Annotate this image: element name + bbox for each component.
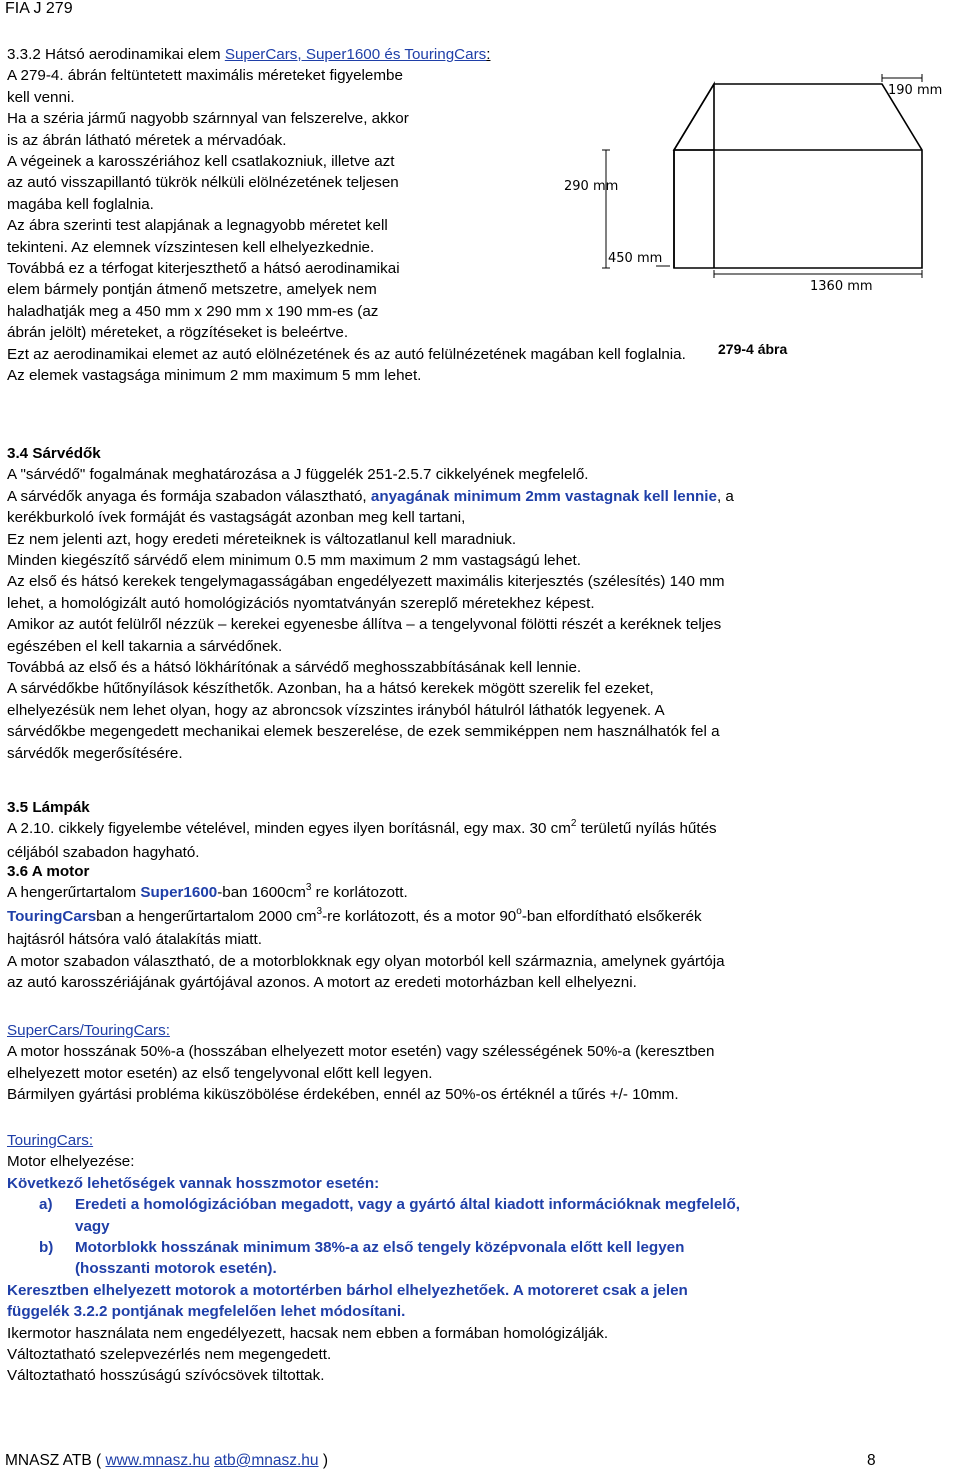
figure-outline: [674, 84, 922, 268]
website-link[interactable]: www.mnasz.hu: [105, 1452, 210, 1469]
paragraph-line: A 2.10. cikkely figyelembe vételével, minden egyes ilyen borításnál, egy max. 30 $cm^2$ területű nyílás hűtés: [7, 818, 717, 838]
paragraph-line: A motor hosszának 50%-a (hosszában elhelyezett motor esetén) vagy szélességének 50%-a (keresztben: [7, 1043, 715, 1061]
list-item: b) Motorblokk hosszának minimum 38%-a az első tengely középvonala előtt kell legyen (hosszanti motorok esetén).: [39, 1239, 685, 1278]
dim-label-bottom: 1360 mm: [810, 279, 873, 294]
section-title: 3.3.2 Hátsó aerodinamikai elem SuperCars, Super1600 és TouringCars:: [7, 46, 491, 63]
paragraph-line: is az ábrán látható méretek a mérvadóak.: [7, 131, 287, 149]
paragraph-line: Változtatható hosszúságú szívócsövek tiltottak.: [7, 1367, 325, 1385]
option-list: [7, 1194, 740, 1280]
paragraph-line: az autó karosszériájának gyártójával azonos. A motort az eredeti motorházban kell elhelyezni.: [7, 974, 637, 992]
paragraph-line: A végeinek a karosszériához kell csatlakozniuk, illetve azt: [7, 153, 395, 171]
paragraph-line: Ha a széria jármű nagyobb szárnnyal van felszerelve, akkor: [7, 110, 409, 128]
paragraph-line: sárvédők megerősítésére.: [7, 744, 183, 762]
section-3-6: [7, 861, 725, 993]
paragraph-line: Ez nem jelenti azt, hogy eredeti méreteiknek is változatlanul kell maradniuk.: [7, 530, 517, 548]
aero-element-dimension-figure: [560, 70, 950, 300]
vehicle-class-link[interactable]: SuperCars, Super1600 és TouringCars: [224, 46, 487, 63]
paragraph-line: Ikermotor használata nem engedélyezett, hacsak nem ebben a formában homológizálják.: [7, 1324, 609, 1342]
paragraph-line: A "sárvédő" fogalmának meghatározása a J függelék 251-2.5.7 cikkelyének megfelelő.: [7, 466, 589, 484]
paragraph-line: Az elemek vastagsága minimum 2 mm maximum 5 mm lehet.: [7, 367, 422, 385]
document-id: FIA J 279: [5, 0, 73, 17]
paragraph-line: egészében el kell takarnia a sárvédőnek.: [7, 637, 283, 655]
emphasis-text: anyagának minimum 2mm vastagnak kell lennie: [370, 487, 717, 505]
paragraph-line: sárvédőkbe megengedett mechanikai elemek beszerelése, de ezek semmiképpen nem használhatók fel a: [7, 723, 720, 741]
section-3-4: [7, 443, 734, 764]
paragraph-line: TouringCarsban a hengerűrtartalom 2000 $cm^3-re$ korlátozott, és a motor 90$^o$-ban elfordítható elsőkerék: [7, 905, 702, 925]
paragraph-line: Az ábra szerinti test alapjának a legnagyobb méretet kell: [7, 217, 388, 235]
email-link[interactable]: atb@mnasz.hu: [214, 1452, 319, 1469]
paragraph-line: Az első és hátsó kerekek tengelymagasságában engedélyezett maximális kiterjesztés (szélesítés) 140 mm: [7, 573, 725, 591]
page-number: 8: [867, 1452, 876, 1469]
paragraph-line: Amikor az autót felülről nézzük – kerekei egyenesbe állítva – a tengelyvonal fölötti részét a keréknek teljes: [7, 616, 722, 634]
paragraph-line: A hengerűrtartalom Super1600-ban $1600cm^3$ re korlátozott.: [7, 882, 408, 902]
paragraph-line: A motor szabadon választható, de a motorblokknak egy olyan motorból kell származnia, amelynek gyártója: [7, 952, 725, 970]
section-title: 3.6 A motor: [7, 863, 90, 880]
paragraph-line: kell venni.: [7, 88, 75, 106]
paragraph-line: céljából szabadon hagyható.: [7, 843, 200, 861]
list-item: a) Eredeti a homológizációban megadott, vagy a gyártó által kiadott információknak megfelelő, vagy: [39, 1196, 741, 1235]
paragraph-line: Változtatható szelepvezérlés nem megengedett.: [7, 1346, 332, 1364]
section-title: 3.4 Sárvédők: [7, 445, 101, 462]
section-3-5: [7, 797, 717, 863]
section-supercars-touringcars: [7, 1020, 714, 1106]
paragraph-line: elhelyezésük nem lehet olyan, hogy az abroncsok vízszintes irányból hátulról láthatók legyenek. A: [7, 701, 665, 719]
paragraph-line: elhelyezett motor esetén) az első tengelyvonal előtt kell legyen.: [7, 1064, 433, 1082]
paragraph-line: tekinteni. Az elemnek vízszintesen kell elhelyezkednie.: [7, 238, 375, 256]
section-title-link[interactable]: TouringCars:: [7, 1132, 94, 1149]
paragraph-line: Bármilyen gyártási probléma kiküszöbölése érdekében, ennél az 50%-os értéknél a tűrés +/- 10mm.: [7, 1086, 679, 1104]
paragraph-line: Továbbá ez a térfogat kiterjeszthető a hátsó aerodinamikai: [7, 260, 400, 278]
paragraph-line: A 279-4. ábrán feltüntetett maximális méreteket figyelembe: [7, 67, 403, 85]
paragraph-line: magába kell foglalnia.: [7, 195, 154, 213]
dim-label-depth: 450 mm: [608, 251, 663, 266]
dim-label-height: 290 mm: [564, 179, 619, 194]
paragraph-line: A sárvédőkbe hűtőnyílások készíthetők. Azonban, ha a hátsó kerekek mögött szerelik fel ezeket,: [7, 680, 654, 698]
paragraph-line: elem bármely pontján átmenő metszetre, amelyek nem: [7, 281, 377, 299]
paragraph-line: Továbbá az első és a hátsó lökhárítónak a sárvédő meghosszabbításának kell lennie.: [7, 659, 582, 677]
paragraph-line: Keresztben elhelyezett motorok a motortérben bárhol elhelyezhetőek. A motoreret csak a jelen: [7, 1281, 688, 1299]
dim-label-top: 190 mm: [888, 83, 943, 98]
paragraph-line: Minden kiegészítő sárvédő elem minimum 0.5 mm maximum 2 mm vastagságú lehet.: [7, 552, 581, 570]
paragraph-line: lehet, a homológizált autó homológizációs nyomtatványán szereplő méretekhez képest.: [7, 594, 595, 612]
page-footer: MNASZ ATB ( www.mnasz.hu atb@mnasz.hu ) 8: [5, 1452, 876, 1469]
paragraph-line: függelék 3.2.2 pontjának megfelelően lehet módosítani.: [7, 1303, 406, 1321]
section-touringcars: [7, 1130, 740, 1387]
paragraph-line: haladhatják meg a 450 mm x 290 mm x 190 mm-es (az: [7, 302, 379, 320]
figure-caption: 279-4 ábra: [718, 341, 788, 357]
paragraph-line: Ezt az aerodinamikai elemet az autó elölnézetének és az autó felülnézetének magában kell foglalnia.: [7, 345, 686, 363]
paragraph-line: A sárvédők anyaga és formája szabadon választható, anyagának minimum 2mm vastagnak kell lennie, a: [7, 487, 734, 505]
paragraph-line: az autó visszapillantó tükrök nélküli elölnézetének teljesen: [7, 174, 399, 192]
paragraph-line: ábrán jelölt) méreteket, a rögzítéseket is beleértve.: [7, 324, 349, 342]
section-title-link[interactable]: SuperCars/TouringCars:: [7, 1022, 170, 1039]
paragraph-line: hajtásról hátsóra való átalakítás miatt.: [7, 931, 262, 949]
paragraph-line: kerékburkoló ívek formáját és vastagságát azonban meg kell tartani,: [7, 509, 466, 527]
section-title: 3.5 Lámpák: [7, 799, 90, 816]
paragraph-line: Motor elhelyezése:: [7, 1153, 135, 1171]
paragraph-line: Következő lehetőségek vannak hosszmotor esetén:: [7, 1174, 380, 1192]
